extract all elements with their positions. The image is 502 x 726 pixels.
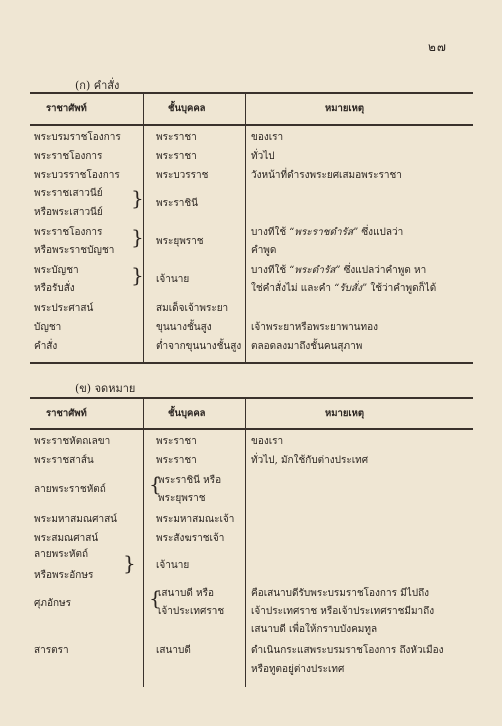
table-b-row-0-level: พระราชา bbox=[156, 436, 197, 447]
table-a-row-2-word: พระบวรราชโองการ bbox=[34, 170, 120, 181]
table-b-row-4-level: พระมหาสมณะเจ้า bbox=[156, 514, 235, 525]
table-a-brace-3: } bbox=[131, 263, 144, 287]
table-b-row-5-word: พระสมณศาสน์ bbox=[34, 533, 99, 544]
page-number: ๒๗ bbox=[428, 40, 447, 54]
table-a-row-8-note-pre: ใช่คำสั่งไม่ และคำ bbox=[251, 283, 335, 294]
table-a-row-11-note: ตลอดลงมาถึงชั้นคนสุภาพ bbox=[251, 341, 363, 352]
table-b-brace-1: { bbox=[149, 472, 162, 496]
table-a-row-0-word: พระบรมราชโองการ bbox=[34, 132, 121, 143]
table-a-header-rule bbox=[30, 124, 473, 126]
table-b-row-5-level: พระสังฆราชเจ้า bbox=[156, 533, 225, 544]
table-a-row-7-word: พระบัญชา bbox=[34, 265, 79, 276]
table-b-brace-2: } bbox=[123, 551, 136, 575]
table-a-row-7-note bbox=[251, 265, 426, 277]
table-b-header-level: ชั้นบุคคล bbox=[168, 408, 206, 419]
table-a-header-note: หมายเหตุ bbox=[325, 103, 365, 114]
table-a-row-5-note-post: ซึ่งแปลว่า bbox=[358, 227, 404, 238]
table-a-row-10-level: ขุนนางชั้นสูง bbox=[156, 322, 212, 333]
table-a-row-10-note: เจ้าพระยาหรือพระยาพานทอง bbox=[251, 322, 379, 333]
table-a-row-5-note bbox=[251, 227, 403, 239]
table-a-row-8-word: หรือรับสั่ง bbox=[34, 283, 75, 294]
table-a-row-8-note bbox=[251, 283, 436, 295]
table-a-row-1-level: พระราชา bbox=[156, 151, 197, 162]
table-a-row-2-note: วังหน้าที่ดำรงพระยศเสมอพระราชา bbox=[251, 170, 402, 181]
table-a-row-5-word: พระราชโองการ bbox=[34, 227, 103, 238]
table-a-bottom-rule bbox=[30, 362, 473, 364]
table-a-row-4-word: หรือพระเสาวนีย์ bbox=[34, 207, 103, 218]
table-b-row-10-word: ศุภอักษร bbox=[34, 598, 71, 609]
table-b-row-1-note: ทั่วไป, มักใช้กับต่างประเทศ bbox=[251, 455, 369, 466]
table-b-col-divider-1 bbox=[143, 397, 144, 687]
table-a-top-rule bbox=[30, 92, 473, 94]
table-a-row-7-note-quote: “พระดำรัส” bbox=[289, 265, 341, 276]
table-b-header-rule bbox=[30, 428, 473, 430]
table-a-brace-2: } bbox=[131, 225, 144, 249]
table-a-col-divider-2 bbox=[245, 92, 246, 362]
table-b-row-8-word: หรือพระอักษร bbox=[34, 570, 94, 581]
table-b-col-divider-2 bbox=[245, 397, 246, 687]
table-b-row-13-note: หรือทูตอยู่ต่างประเทศ bbox=[251, 664, 345, 675]
table-a-row-11-level: ต่ำจากขุนนางชั้นสูง bbox=[156, 341, 242, 352]
table-a-row-9-level: สมเด็จเจ้าพระยา bbox=[156, 303, 229, 314]
table-b-row-2-level: พระราชินี หรือ bbox=[158, 475, 222, 486]
table-a-row-2-level: พระบวรราช bbox=[156, 170, 209, 181]
table-a-row-8-note-post: ใช้ว่าคำพูดก็ได้ bbox=[367, 283, 437, 294]
table-a-row-5-note-quote: “พระราชดำรัส” bbox=[289, 227, 359, 238]
table-b-row-10-note: เจ้าประเทศราช หรือเจ้าประเทศราชมีมาถึง bbox=[251, 606, 435, 617]
table-b-brace-3: { bbox=[149, 586, 162, 610]
table-a-row-4-level: พระราชินี bbox=[156, 198, 198, 209]
table-b-row-12-word: สารตรา bbox=[34, 645, 69, 656]
table-b-row-6-word: ลายพระหัตถ์ bbox=[34, 549, 89, 560]
table-a-row-7-note-pre: บางทีใช้ bbox=[251, 265, 290, 276]
table-b-row-12-note: ดำเนินกระแสพระบรมราชโองการ ถึงหัวเมือง bbox=[251, 645, 444, 656]
table-b-row-1-word: พระราชสาส์น bbox=[34, 455, 94, 466]
table-b-row-9-level: เสนาบดี หรือ bbox=[158, 588, 214, 599]
table-a-row-0-level: พระราชา bbox=[156, 132, 197, 143]
table-b-row-3-word: ลายพระราชหัตถ์ bbox=[34, 484, 106, 495]
table-a-row-1-note: ทั่วไป bbox=[251, 151, 275, 162]
table-a-row-6-level: พระยุพราช bbox=[156, 236, 204, 247]
table-a-header-word: ราชาศัพท์ bbox=[46, 103, 87, 114]
table-b-row-0-word: พระราชหัตถเลขา bbox=[34, 436, 111, 447]
table-b-row-12-level: เสนาบดี bbox=[156, 645, 191, 656]
table-b-row-7-level: เจ้านาย bbox=[156, 560, 190, 571]
section-a-title: (ก) คำสั่ง bbox=[75, 79, 120, 92]
section-b-title: (ข) จดหมาย bbox=[75, 382, 136, 395]
table-a-brace-1: } bbox=[131, 186, 144, 210]
table-a-row-10-word: บัญชา bbox=[34, 322, 62, 333]
table-b-row-4-word: พระมหาสมณศาสน์ bbox=[34, 514, 118, 525]
table-a-row-6-note: คำพูด bbox=[251, 245, 277, 256]
table-a-row-11-word: คำสั่ง bbox=[34, 341, 58, 352]
table-a-row-0-note: ของเรา bbox=[251, 132, 284, 143]
table-b-row-10-level: เจ้าประเทศราช bbox=[158, 606, 225, 617]
table-a-row-9-word: พระประศาสน์ bbox=[34, 303, 94, 314]
table-a-row-8-note-quote: “รับสั่ง” bbox=[334, 283, 368, 294]
table-a-row-8-level: เจ้านาย bbox=[156, 274, 190, 285]
table-a-row-5-note-pre: บางทีใช้ bbox=[251, 227, 290, 238]
table-b-row-11-note: เสนาบดี เพื่อให้กราบบังคมทูล bbox=[251, 624, 378, 635]
table-b-row-3-level: พระยุพราช bbox=[158, 493, 206, 504]
table-a-row-7-note-post: ซึ่งแปลว่าคำพูด หา bbox=[340, 265, 427, 276]
table-b-top-rule bbox=[30, 397, 473, 399]
table-b-header-word: ราชาศัพท์ bbox=[46, 408, 87, 419]
table-a-row-1-word: พระราชโองการ bbox=[34, 151, 103, 162]
table-a-row-3-word: พระราชเสาวนีย์ bbox=[34, 188, 103, 199]
table-b-row-1-level: พระราชา bbox=[156, 455, 197, 466]
table-b-header-note: หมายเหตุ bbox=[325, 408, 365, 419]
table-b-row-9-note: คือเสนาบดีรับพระบรมราชโองการ มีไปถึง bbox=[251, 588, 430, 599]
table-b-row-0-note: ของเรา bbox=[251, 436, 284, 447]
table-a-row-6-word: หรือพระราชบัญชา bbox=[34, 245, 115, 256]
table-a-header-level: ชั้นบุคคล bbox=[168, 103, 206, 114]
